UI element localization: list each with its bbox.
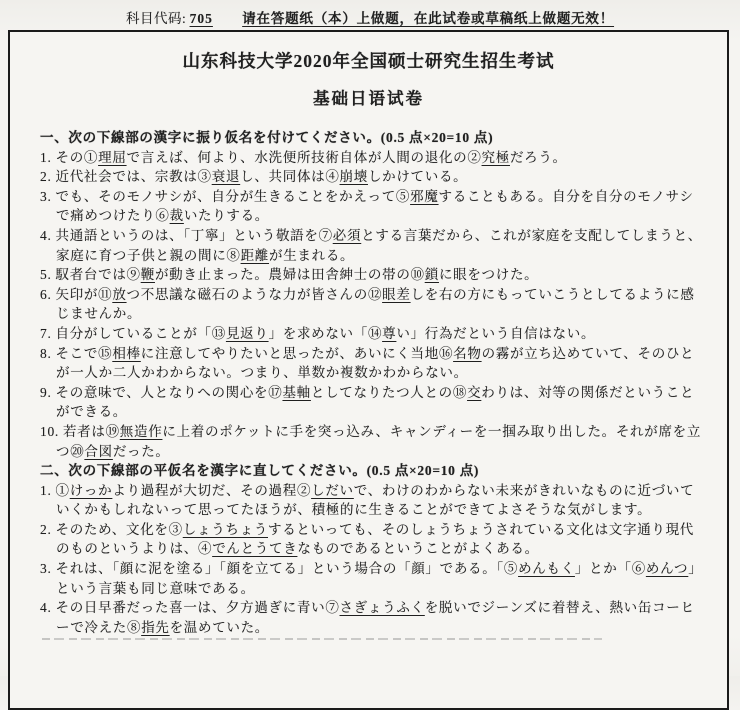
underlined-term: 鎖 [424, 267, 439, 283]
underlined-term: 基軸 [282, 384, 311, 400]
underlined-term: 鞭 [140, 267, 155, 283]
item-text: 自分がしていることが「⑬ [55, 325, 226, 341]
underlined-term: 衰退 [211, 169, 241, 185]
underlined-term: 相棒 [112, 345, 141, 361]
exam-item [40, 285, 703, 324]
exam-item [40, 187, 703, 226]
item-text: 若者は⑲ [62, 423, 120, 439]
answer-sheet-notice: 请在答题纸（本）上做题，在此试卷或草稿纸上做题无效！ [242, 11, 615, 26]
exam-item [40, 324, 703, 344]
item-text: わりは、対等の関係だということができる。 [56, 384, 695, 420]
underlined-term: 理屈 [98, 149, 127, 165]
underlined-term: 邪魔 [410, 188, 439, 204]
item-number: 10. [40, 423, 59, 439]
underlined-term: 合図 [84, 443, 113, 459]
exam-body [40, 128, 703, 643]
item-number: 1. [40, 482, 52, 498]
item-text: その① [55, 149, 99, 165]
item-text: だった。 [112, 443, 170, 459]
item-number: 6. [40, 286, 52, 302]
item-text: 」を求めない「⑭ [268, 325, 383, 341]
item-number: 4. [40, 600, 52, 616]
item-text: 」という言葉も同じ意味である。 [56, 561, 703, 596]
subject-code-value: 705 [189, 11, 213, 26]
item-text: に上着のポケットに手を突っ込み、キャンディーを一掴み取り出した。それが席を立つ⑳ [56, 423, 702, 459]
section-heading: 一、次の下線部の漢字に振り仮名を付けてください。(0.5 点×20=10 点) [40, 130, 494, 145]
underlined-term: 見返り [225, 325, 269, 341]
exam-item [40, 167, 703, 187]
underlined-term: 指先 [141, 619, 170, 635]
underlined-term: 交 [467, 384, 482, 400]
item-text: 馭者台では⑨ [55, 267, 141, 283]
underlined-term: 放 [112, 286, 127, 302]
exam-item [40, 520, 703, 559]
item-text: つ不思議な磁石のような力が皆さんの⑫ [126, 286, 383, 302]
item-text: するといっても、そのしょうちょうされている文化は文字通り現代のものというよりは、④ [56, 521, 694, 557]
item-text: だろう。 [509, 149, 567, 165]
item-text: しを右の方にもっていこうとしてるように感じませんか。 [56, 286, 695, 322]
underlined-term: けっか [69, 482, 113, 498]
item-text: しかけている。 [367, 169, 468, 185]
item-number: 3. [40, 188, 52, 204]
item-text: いたりする。 [183, 208, 270, 224]
item-text: でも、そのモノサシが、自分が生きることをかえって⑤ [55, 188, 411, 204]
exam-item [40, 344, 703, 383]
subject-code-label: 科目代码: [125, 11, 187, 26]
exam-item [40, 481, 703, 520]
item-text: 共通語というのは、「丁寧」という敬語を⑦ [55, 227, 333, 243]
item-text: に注意してやりたいと思ったが、あいにく当地⑯ [140, 345, 454, 361]
page-header-line [0, 7, 740, 27]
underlined-term: 無造作 [119, 423, 163, 439]
exam-item [40, 226, 703, 265]
item-text: に眼をつけた。 [438, 267, 539, 283]
clipped-bottom-line [42, 638, 602, 643]
section-heading: 二、次の下線部の平仮名を漢字に直してください。(0.5 点×20=10 点) [40, 463, 480, 479]
paper-border-frame [8, 30, 729, 710]
item-text: することもある。自分を自分のモノサシで痛めつけたり⑥ [56, 188, 694, 224]
item-number: 4. [40, 227, 52, 243]
underlined-term: 崩壊 [339, 169, 368, 185]
item-text: そこで⑮ [55, 345, 113, 361]
item-text: としてなりたつ人との⑱ [310, 384, 468, 400]
item-text: で言えば、何より、水洗便所技術自体が人間の退化の② [126, 149, 482, 165]
item-text: を温めていた。 [169, 619, 270, 635]
exam-item [40, 559, 703, 598]
item-number: 2. [40, 521, 52, 537]
item-text: い」行為だという自信はない。 [396, 325, 596, 341]
underlined-term: さぎょうふく [339, 600, 425, 616]
exam-item [40, 422, 703, 461]
underlined-term: でんとうてき [212, 541, 298, 557]
underlined-term: 裁 [169, 208, 184, 224]
exam-subtitle: 基础日语试卷 [313, 89, 424, 108]
item-text: が動き止まった。農婦は田舎紳士の帯の⑩ [154, 267, 425, 283]
item-text: 」とか「⑥ [574, 561, 646, 577]
exam-item [40, 265, 703, 285]
item-number: 7. [40, 325, 52, 341]
underlined-term: 眼差 [382, 286, 411, 302]
underlined-term: めんもく [518, 561, 575, 577]
exam-item [40, 148, 703, 168]
item-text: それは、「顔に泥を塗る」「顔を立てる」という場合の「顔」である。「⑤ [55, 561, 519, 577]
item-text: 近代社会では、宗教は③ [55, 169, 212, 185]
underlined-term: 距離 [240, 247, 270, 263]
item-number: 3. [40, 561, 52, 577]
underlined-term: 名物 [453, 345, 482, 361]
underlined-term: しだい [311, 482, 354, 498]
item-text: なものであるということがよくある。 [297, 541, 539, 557]
item-text: より過程が大切だ、その過程② [112, 482, 312, 498]
item-text: を脱いでジーンズに着替え、熱い缶コーヒーで冷えた⑧ [56, 600, 695, 635]
item-text: し、共同体は④ [240, 169, 340, 185]
underlined-term: しょうちょう [182, 521, 268, 537]
item-text: が生まれる。 [269, 247, 355, 263]
item-number: 9. [40, 384, 52, 400]
exam-title: 山东科技大学2020年全国硕士研究生招生考试 [182, 51, 555, 71]
item-number: 1. [40, 149, 52, 165]
item-text: その日早番だった喜一は、夕方過ぎに青い⑦ [55, 600, 340, 616]
item-text: 矢印が⑪ [55, 286, 113, 302]
item-text: そのため、文化を③ [55, 521, 183, 537]
exam-item [40, 598, 703, 637]
underlined-term: 必須 [332, 227, 362, 243]
underlined-term: 尊 [382, 325, 397, 341]
item-text: で、わけのわからない未来がきれいなものに近づいていくかもしれないって思ってたほうが、積極的に生きることができてよさそうな気がします。 [56, 482, 695, 518]
item-text: ① [55, 482, 70, 498]
item-text: の霧が立ち込めていて、そのひとが一人か二人かわからない。つまり、単数か複数かわからない。 [56, 345, 695, 381]
underlined-term: めんつ [645, 561, 689, 577]
underlined-term: 究極 [481, 149, 510, 165]
item-number: 5. [40, 267, 52, 283]
item-number: 2. [40, 169, 52, 185]
item-text: その意味で、人となりへの関心を⑰ [55, 384, 283, 400]
exam-item [40, 383, 703, 422]
item-text: とする言葉だから、これが家庭を支配してしまうと、家庭に育つ子供と親の間に⑧ [56, 227, 702, 263]
item-number: 8. [40, 345, 52, 361]
